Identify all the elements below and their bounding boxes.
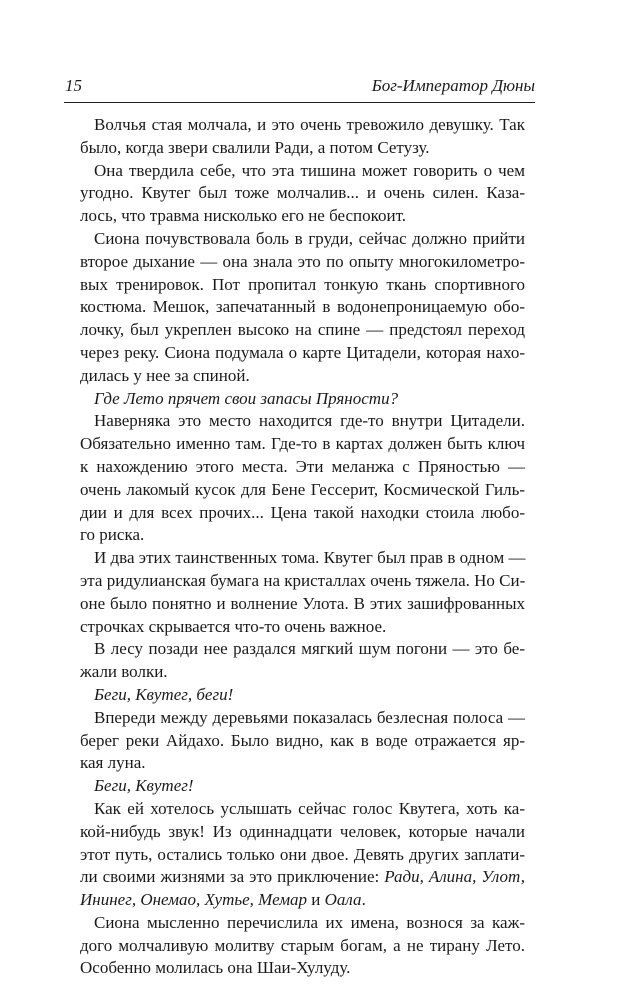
paragraph xyxy=(80,798,525,912)
text-line: Она твердила себе, что эта тишина может говорить о чем xyxy=(94,160,525,180)
text-line: угодно. Квутег был тоже молчалив... и очень силен. Каза- xyxy=(80,183,525,203)
running-header xyxy=(64,70,535,100)
text-line: было, когда звери свалили Ради, а потом Сетузу. xyxy=(80,137,430,157)
text-line: Сиона мысленно перечислила их имена, вознося за каж- xyxy=(94,912,525,932)
italic-text: Беги, Квутег! xyxy=(94,776,194,796)
paragraph xyxy=(80,228,525,388)
italic-text: Беги, Квутег, беги! xyxy=(94,684,234,704)
text-line: го риска. xyxy=(80,525,145,545)
text-line: оне было понятно и волнение Улота. В этих зашифрованных xyxy=(80,593,525,613)
text-line xyxy=(80,889,525,912)
paragraph xyxy=(80,160,525,228)
paragraph xyxy=(80,410,525,547)
book-title: Бог-Император Дюны xyxy=(371,76,535,95)
paragraph-italic xyxy=(80,388,525,411)
text-line: второе дыхание — она знала это по опыту многокилометро- xyxy=(80,251,525,271)
text-run: . xyxy=(361,890,366,910)
text-line: Сиона почувствовала боль в груди, сейчас должно прийти xyxy=(94,228,525,248)
text-line: дии и для всех прочих... Цена такой находки стоила любо- xyxy=(80,502,525,522)
text-line xyxy=(80,388,525,411)
paragraph-italic xyxy=(80,775,525,798)
header-divider xyxy=(64,102,535,103)
paragraph-italic xyxy=(80,684,525,707)
text-line: Обязательно именно там. Где-то в картах должен быть ключ xyxy=(80,434,525,454)
text-line: вых тренировок. Пот пропитал тонкую ткань спортивного xyxy=(80,274,525,294)
text-line: к нахождению этого места. Эти меланжа с Пряностью — xyxy=(80,456,525,476)
text-run: и xyxy=(307,890,325,910)
italic-names: Ининег, Онемао, Хутье, Мемар xyxy=(80,890,308,910)
text-line: В лесу позади нее раздался мягкий шум погони — это бе- xyxy=(94,639,525,659)
text-line xyxy=(80,866,525,889)
text-line: лочку, был укреплен высоко на спине — предстоял переход xyxy=(80,320,525,340)
text-line: И два этих таинственных тома. Квутег был прав в одном — xyxy=(94,548,526,568)
text-line: дого молчаливую молитву старым богам, а не тирану Лето. xyxy=(80,935,525,955)
page-number: 15 xyxy=(65,76,82,95)
text-line: дилась у нее за спиной. xyxy=(80,365,250,385)
paragraph xyxy=(80,638,525,684)
text-line: жали волки. xyxy=(80,662,168,682)
text-line: эта ридулианская бумага на кристаллах очень тяжела. Но Си- xyxy=(80,570,526,590)
text-line: Особенно молилась она Шаи-Хулуду. xyxy=(80,958,351,978)
italic-names: Ради, Алина, Улот, xyxy=(384,867,525,887)
italic-text: Где Лето прячет свои запасы Пряности? xyxy=(94,388,399,408)
paragraph xyxy=(80,547,525,638)
text-line: Наверняка это место находится где-то внутри Цитадели. xyxy=(94,411,525,431)
text-line xyxy=(80,775,525,798)
text-line: этот путь, остались только они двое. Девять других заплати- xyxy=(80,844,525,864)
text-line: очень лакомый кусок для Бене Гессерит, Космической Гиль- xyxy=(80,479,525,499)
text-line: через реку. Сиона подумала о карте Цитадели, которая нахо- xyxy=(80,342,525,362)
text-line: костюма. Мешок, запечатанный в водонепроницаемую обо- xyxy=(80,297,525,317)
text-line xyxy=(80,684,525,707)
text-line: кой-нибудь звук! Из одиннадцати человек, которые начали xyxy=(80,821,525,841)
text-run: ли своими жизнями за это приключение: xyxy=(80,867,385,887)
text-line: Как ей хотелось услышать сейчас голос Квутега, хоть ка- xyxy=(94,798,525,818)
text-line: лось, что травма нисколько его не беспокоит. xyxy=(80,206,407,226)
text-line: Впереди между деревьями показалась безлесная полоса — xyxy=(94,707,525,727)
paragraph xyxy=(80,912,525,980)
paragraph xyxy=(80,707,525,775)
paragraph xyxy=(80,114,525,160)
text-line: строчках скрывается что-то очень важное. xyxy=(80,616,387,636)
page-body xyxy=(80,114,525,980)
text-line: Волчья стая молчала, и это очень тревожило девушку. Так xyxy=(94,115,525,134)
text-line: кая луна. xyxy=(80,753,146,773)
italic-names: Оала xyxy=(324,890,362,910)
text-line: берег реки Айдахо. Было видно, как в воде отражается яр- xyxy=(80,730,525,750)
